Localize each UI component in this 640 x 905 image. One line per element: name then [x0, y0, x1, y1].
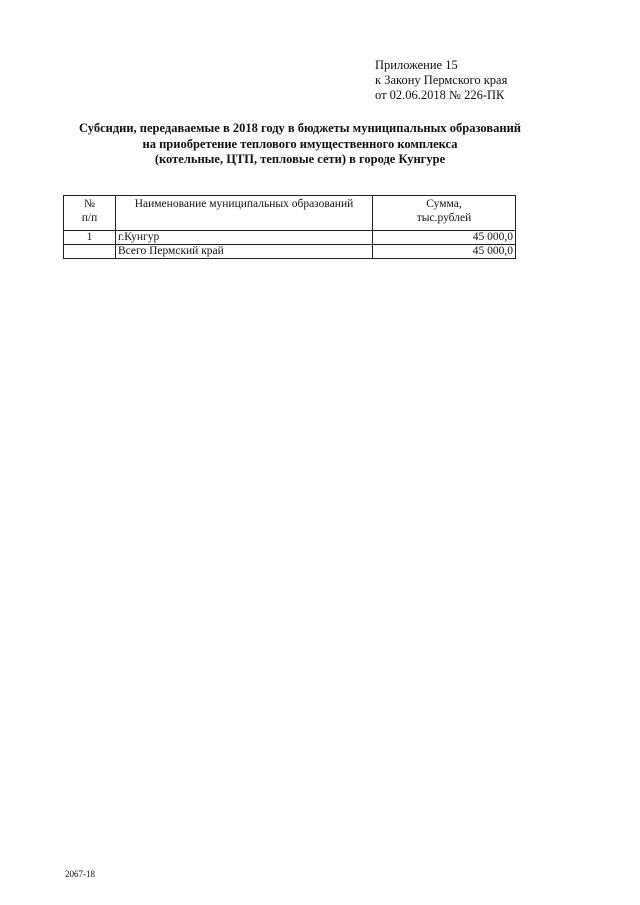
- title-line-3: (котельные, ЦТП, тепловые сети) в городе Кунгуре: [154, 152, 446, 166]
- appendix-date: от 02.06.2018 № 226-ПК: [375, 88, 505, 102]
- header-number: [64, 196, 116, 231]
- header-name-text: Наименование муниципальных образований: [134, 198, 354, 210]
- header-number-line-1: №: [84, 198, 95, 210]
- subsidy-table: [63, 195, 516, 259]
- title-line-2: на приобретение теплового имущественного комплекса: [142, 136, 458, 151]
- header-sum-line-2: тыс.рублей: [416, 212, 472, 224]
- document-code: 2067-18: [65, 869, 95, 879]
- document-title: [40, 121, 560, 168]
- appendix-law: к Закону Пермского края: [375, 73, 508, 87]
- total-label: Всего Пермский край: [116, 245, 373, 259]
- row-sum: 45 000,0: [373, 231, 516, 245]
- table-total-row: [64, 245, 516, 259]
- table-header-row: [64, 196, 516, 231]
- header-sum: [373, 196, 516, 231]
- header-name: [116, 196, 373, 231]
- total-number: [64, 245, 116, 259]
- total-sum: 45 000,0: [373, 245, 516, 259]
- appendix-number: Приложение 15: [375, 58, 458, 72]
- table-row: [64, 231, 516, 245]
- header-number-line-2: п/п: [81, 212, 98, 224]
- row-municipality: г.Кунгур: [116, 231, 373, 245]
- row-number: 1: [64, 231, 116, 245]
- appendix-reference: [375, 58, 507, 103]
- title-line-1: Субсидии, передаваемые в 2018 году в бюджеты муниципальных образований: [79, 121, 521, 135]
- header-sum-line-1: Сумма,: [426, 198, 462, 210]
